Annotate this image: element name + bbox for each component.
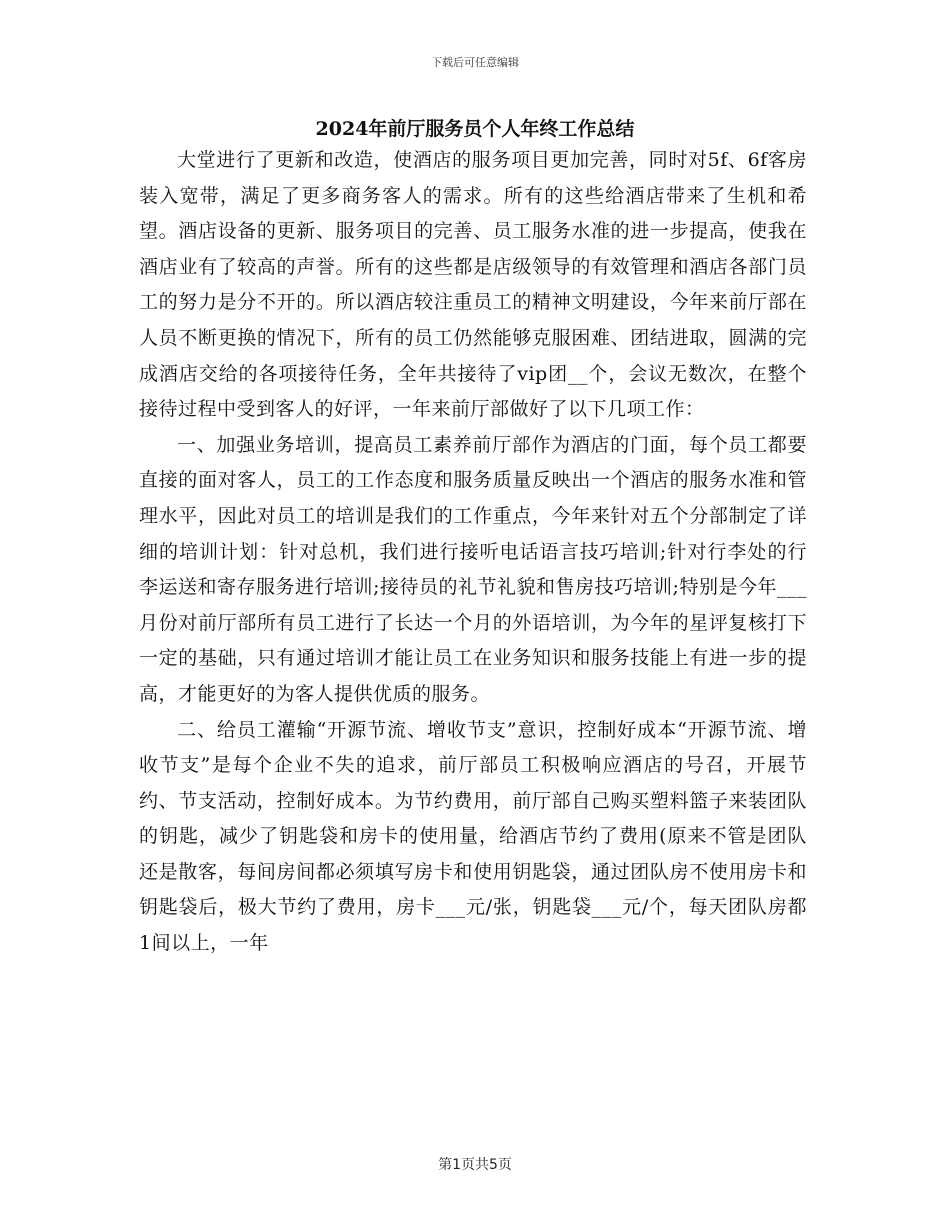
page-number: 第1页共5页 [438,1157,512,1173]
page-header-note: 下载后可任意编辑 [431,56,519,69]
document-title: 2024年前厅服务员个人年终工作总结 [315,118,635,140]
document-body [139,143,807,962]
paragraph-training: 一、加强业务培训，提高员工素养前厅部作为酒店的门面，每个员工都要直接的面对客人，员工的工作态度和服务质量反映出一个酒店的服务水准和管理水平，因此对员工的培训是我们的工作重点，今年来针对五个分部制定了详细的培训计划：针对总机，我们进行接听电话语言技巧培训;针对行李处的行李运送和寄存服务进行培训;接待员的礼节礼貌和售房技巧培训;特别是今年___月份对前厅部所有员工进行了长达一个月的外语培训，为今年的星评复核打下一定的基础，只有通过培训才能让员工在业务知识和服务技能上有进一步的提高，才能更好的为客人提供优质的服务。 [139,433,807,705]
paragraph-intro: 大堂进行了更新和改造，使酒店的服务项目更加完善，同时对5f、6f客房装入宽带，满足了更多商务客人的需求。所有的这些给酒店带来了生机和希望。酒店设备的更新、服务项目的完善、员工服务水准的进一步提高，使我在酒店业有了较高的声誉。所有的这些都是店级领导的有效管理和酒店各部门员工的努力是分不开的。所以酒店较注重员工的精神文明建设，今年来前厅部在人员不断更换的情况下，所有的员工仍然能够克服困难、团结进取，圆满的完成酒店交给的各项接待任务，全年共接待了vip团__个，会议无数次，在整个接待过程中受到客人的好评，一年来前厅部做好了以下几项工作： [139,149,807,421]
paragraph-cost-control: 二、给员工灌输“开源节流、增收节支”意识，控制好成本“开源节流、增收节支”是每个企业不失的追求，前厅部员工积极响应酒店的号召，开展节约、节支活动，控制好成本。为节约费用，前厅部自己购买塑料篮子来装团队的钥匙，减少了钥匙袋和房卡的使用量，给酒店节约了费用(原来不管是团队还是散客，每间房间都必须填写房卡和使用钥匙袋，通过团队房不使用房卡和钥匙袋后，极大节约了费用，房卡___元/张，钥匙袋___元/个，每天团队房都1间以上，一年 [139,718,807,955]
